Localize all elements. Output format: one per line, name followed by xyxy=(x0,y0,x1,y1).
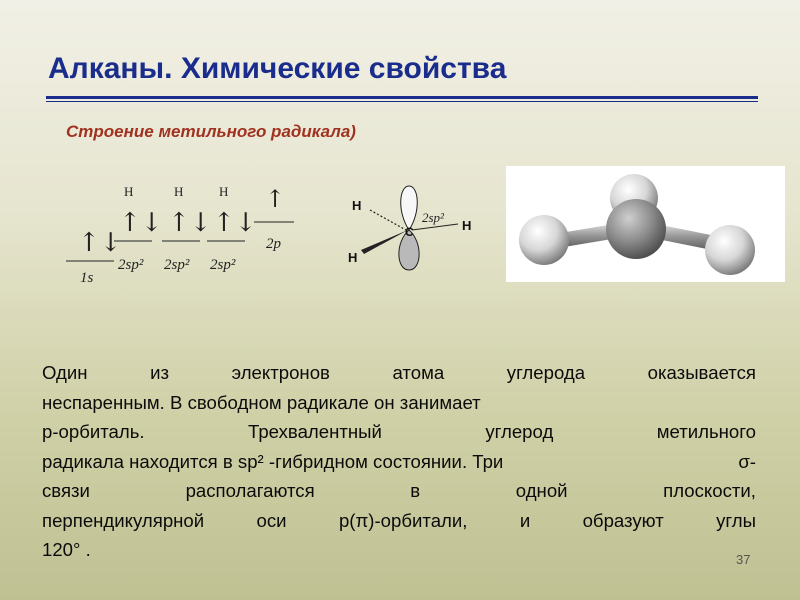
atom-c: C xyxy=(405,225,414,239)
paragraph-word: образуют xyxy=(582,509,664,531)
level-2sp2-3-h: H xyxy=(219,184,229,199)
level-2sp2-3-label: 2sp² xyxy=(210,257,236,273)
paragraph-word: p(π)-орбитали, xyxy=(338,509,468,531)
paragraph-line xyxy=(42,358,756,388)
paragraph-line xyxy=(42,476,756,506)
paragraph-word: перпендикулярной xyxy=(42,509,205,531)
paragraph-word: располагаются xyxy=(185,480,315,501)
paragraph-word: углы xyxy=(716,509,756,531)
paragraph-word: радикала находится в sp² -гибридном состоянии. Три xyxy=(42,450,504,472)
level-1s-label: 1s xyxy=(80,270,94,286)
carbon-atom xyxy=(606,199,666,259)
paragraph-line xyxy=(42,535,756,565)
paragraph-word: и xyxy=(519,509,531,531)
hydrogen-atom-left xyxy=(519,215,569,265)
atom-h-top: H xyxy=(352,198,362,213)
paragraph-word: σ- xyxy=(738,450,756,472)
level-2sp2-1-label: 2sp² xyxy=(118,257,144,273)
atom-h-right: H xyxy=(462,218,472,233)
paragraph-word: Один xyxy=(42,362,88,383)
atom-h-bottom: H xyxy=(348,250,358,265)
title-underline xyxy=(46,96,758,99)
level-2p-label: 2p xyxy=(266,236,281,252)
level-2sp2-1-electrons: ↑↓ xyxy=(119,208,163,238)
body-paragraph xyxy=(42,358,756,565)
level-1s xyxy=(66,228,122,286)
level-2sp2-3 xyxy=(207,184,257,273)
ball-and-stick-model xyxy=(506,166,785,282)
paragraph-line xyxy=(42,447,756,477)
paragraph-word: метильного xyxy=(656,421,756,442)
ball-and-stick-model-panel xyxy=(506,166,785,282)
title-underline-thin xyxy=(46,101,758,102)
p-orbital-upper-lobe xyxy=(401,186,418,230)
paragraph-line xyxy=(42,388,756,418)
level-2sp2-2 xyxy=(162,184,212,273)
hydrogen-atom-right xyxy=(705,225,755,275)
subtitle: Строение метильного радикала) xyxy=(66,122,356,141)
level-1s-electrons: ↑↓ xyxy=(78,228,122,258)
paragraph-word: в xyxy=(410,480,421,501)
paragraph-word: связи xyxy=(42,480,90,501)
paragraph-word: электронов xyxy=(231,362,330,383)
paragraph-line xyxy=(42,417,756,447)
orbital-diagram xyxy=(56,175,306,290)
paragraph-word: атома xyxy=(392,362,445,383)
sp2-orbital-label: 2sp² xyxy=(422,210,444,225)
paragraph-word: Трехвалентный xyxy=(248,421,382,442)
paragraph-word: углерод xyxy=(485,421,554,442)
page-title: Алканы. Химические свойства xyxy=(48,52,507,85)
paragraph-word: 120° . xyxy=(42,539,91,560)
paragraph-word: из xyxy=(150,362,170,383)
page-number: 37 xyxy=(736,552,751,567)
level-2sp2-3-electrons: ↑↓ xyxy=(213,208,257,238)
level-2sp2-1 xyxy=(114,184,163,273)
level-2p xyxy=(254,185,294,252)
paragraph-line xyxy=(42,506,756,536)
level-2p-electrons: ↑ xyxy=(265,185,286,213)
paragraph-word: p-орбиталь. xyxy=(42,421,145,442)
paragraph-word: оси xyxy=(256,509,287,531)
methyl-radical-sketch xyxy=(340,178,500,278)
level-2sp2-1-h: H xyxy=(124,184,134,199)
paragraph-word: углерода xyxy=(506,362,586,383)
paragraph-word: оказывается xyxy=(647,362,756,383)
level-2sp2-2-h: H xyxy=(174,184,184,199)
level-2sp2-2-electrons: ↑↓ xyxy=(168,208,212,238)
level-2sp2-2-label: 2sp² xyxy=(164,257,190,273)
paragraph-word: одной xyxy=(515,480,568,501)
paragraph-word: плоскости, xyxy=(663,480,756,501)
paragraph-word: неспаренным. В свободном радикале он занимает xyxy=(42,391,481,413)
